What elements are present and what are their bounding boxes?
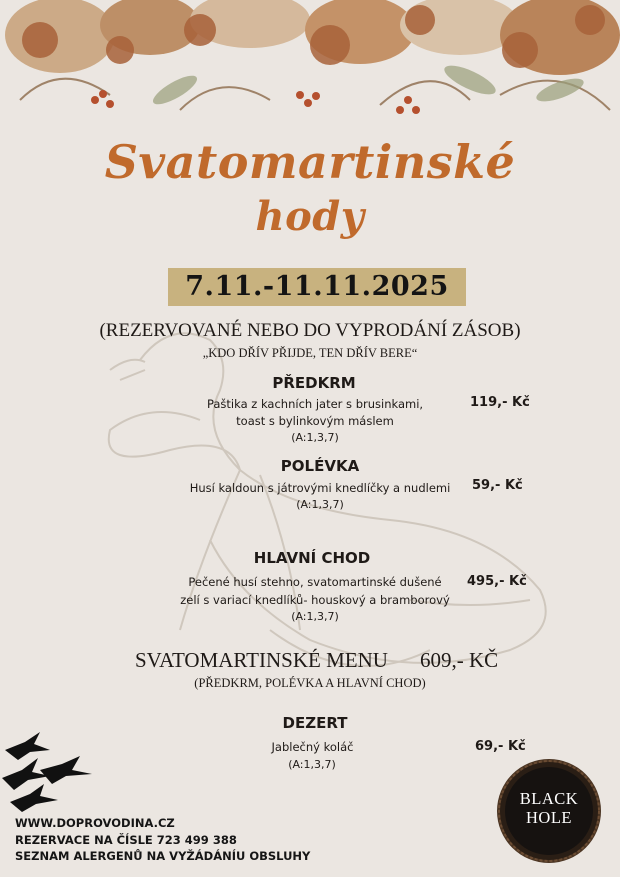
- title-line-2: hody: [255, 193, 365, 240]
- dessert-heading: DEZERT: [282, 714, 348, 732]
- logo-line-1: BLACK: [519, 789, 579, 808]
- allergens-note: SEZNAM ALERGENŮ NA VYŽÁDÁNÍU OBSLUHY: [15, 849, 311, 863]
- logo-text: [495, 789, 603, 827]
- starter-allergens: (A:1,3,7): [291, 431, 339, 444]
- menu-note: (PŘEDKRM, POLÉVKA A HLAVNÍ CHOD): [194, 676, 426, 690]
- starter-dish-line-2: toast s bylinkovým máslem: [236, 414, 394, 428]
- main-price: 495,- Kč: [467, 574, 527, 589]
- main-dish-line-1: Pečené husí stehno, svatomartinské dušené: [188, 575, 442, 589]
- dessert-allergens: (A:1,3,7): [288, 758, 336, 771]
- floral-decoration-icon: [0, 0, 620, 140]
- starter-heading: PŘEDKRM: [272, 374, 356, 392]
- menu-heading: SVATOMARTINSKÉ MENU: [135, 648, 388, 672]
- quote: „KDO DŘÍV PŘIJDE, TEN DŘÍV BERE“: [202, 346, 418, 360]
- reservation-phone[interactable]: REZERVACE NA ČÍSLE 723 499 388: [15, 832, 237, 847]
- website-link[interactable]: WWW.DOPROVODINA.CZ: [15, 816, 175, 830]
- main-allergens: (A:1,3,7): [291, 610, 339, 623]
- soup-dish-line-1: Husí kaldoun s játrovými knedlíčky a nudlemi: [189, 481, 451, 495]
- logo-line-2: HOLE: [526, 808, 572, 827]
- title-line-1: Svatomartinské: [104, 135, 516, 189]
- dessert-dish: Jablečný koláč: [271, 740, 354, 754]
- starter-dish-line-1: Paštika z kachních jater s brusinkami,: [206, 397, 424, 411]
- date-range: 7.11.-11.11.2025: [185, 271, 449, 302]
- dessert-price: 69,- Kč: [475, 739, 526, 754]
- soup-price: 59,- Kč: [472, 478, 523, 493]
- menu-price: 609,- KČ: [420, 648, 499, 672]
- main-heading: HLAVNÍ CHOD: [253, 549, 371, 567]
- flying-geese-icon: [0, 730, 95, 815]
- reservation-note: (REZERVOVANÉ NEBO DO VYPRODÁNÍ ZÁSOB): [99, 320, 521, 341]
- footer: [15, 815, 310, 865]
- soup-heading: POLÉVKA: [280, 457, 360, 475]
- soup-allergens: (A:1,3,7): [296, 498, 344, 511]
- main-dish-line-2: zelí s variací knedlíků- houskový a bramborový: [180, 593, 450, 607]
- starter-price: 119,- Kč: [470, 395, 530, 410]
